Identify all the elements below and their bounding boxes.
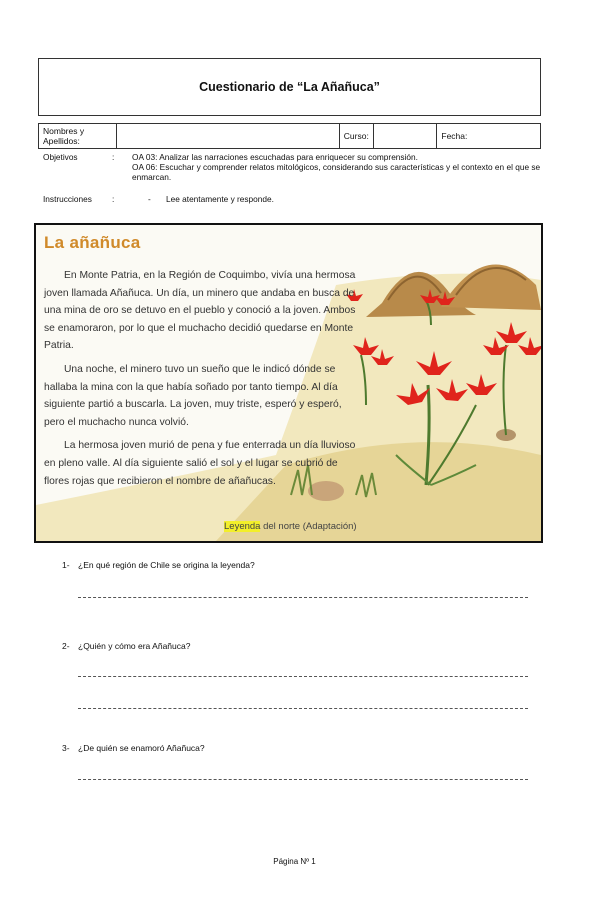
objetivo-oa06-cont: enmarcan. <box>132 172 172 182</box>
question-3-number: 3- <box>62 743 70 753</box>
answer-line-3[interactable] <box>78 779 528 780</box>
nombres-label: Nombres y Apellidos: <box>39 124 117 148</box>
question-2-number: 2- <box>62 641 70 651</box>
reading-panel <box>34 223 543 543</box>
curso-field[interactable] <box>374 124 438 148</box>
answer-line-2b[interactable] <box>78 708 528 709</box>
reading-paragraph-2: Una noche, el minero tuvo un sueño que le indicó dónde se hallaba la mina con la que había soñado por tanto tiempo. Al día siguiente partió a buscarla. La joven, muy triste, esperó y esperó, pero el muchacho nunca volvió. <box>44 363 342 428</box>
answer-line-2a[interactable] <box>78 676 528 677</box>
instrucciones-colon: : <box>112 194 115 204</box>
question-1-text: ¿En qué región de Chile se origina la leyenda? <box>78 560 255 570</box>
reading-paragraph-1: En Monte Patria, en la Región de Coquimbo, vivía una hermosa joven llamada Añañuca. Un día, un minero que andaba en busca de una mina de oro se detuvo en el pueblo y conoció a la joven. Ambos se enamoraron, por lo que el muchacho decidió quedarse en Monte Patria. <box>44 270 356 352</box>
question-3-text: ¿De quién se enamoró Añañuca? <box>78 743 205 753</box>
objetivos-text <box>132 152 542 182</box>
objetivo-oa03: OA 03: Analizar las narraciones escuchadas para enriquecer su comprensión. <box>132 152 418 162</box>
worksheet-title-box <box>38 58 541 116</box>
reading-title: La añañuca <box>44 233 141 252</box>
reading-source <box>224 521 357 532</box>
question-1-number: 1- <box>62 560 70 570</box>
page-number: Página Nº 1 <box>273 857 316 866</box>
reading-paragraph-3: La hermosa joven murió de pena y fue enterrada un día lluvioso en pleno valle. Al día siguiente salió el sol y el lugar se cubrió de flores rojas que recibieron el nombre de añañucas. <box>44 440 356 487</box>
reading-body <box>44 267 362 496</box>
curso-label: Curso: <box>340 124 374 148</box>
instrucciones-text: Lee atentamente y responde. <box>166 194 274 204</box>
student-info-row <box>38 123 541 149</box>
instrucciones-label: Instrucciones <box>43 194 92 204</box>
objetivos-label: Objetivos <box>43 152 78 162</box>
objetivo-oa06: OA 06: Escuchar y comprender relatos mitológicos, considerando sus características y el contexto en el que se <box>132 162 541 172</box>
objetivos-colon: : <box>112 152 115 162</box>
source-highlight: Leyenda <box>224 521 261 532</box>
answer-line-1[interactable] <box>78 597 528 598</box>
fecha-label: Fecha: <box>441 131 468 141</box>
question-2-text: ¿Quién y cómo era Añañuca? <box>78 641 191 651</box>
source-rest: del norte (Adaptación) <box>260 521 357 532</box>
instrucciones-dash: - <box>148 194 151 204</box>
worksheet-title: Cuestionario de “La Añañuca” <box>199 80 380 94</box>
nombres-field[interactable] <box>117 124 340 148</box>
